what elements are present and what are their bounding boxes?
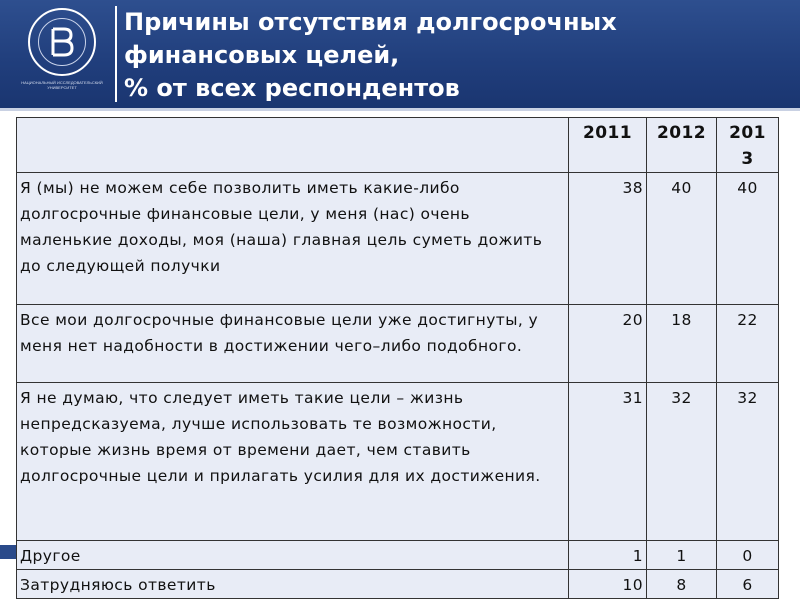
table-row: [17, 570, 779, 599]
title-line-1: Причины отсутствия долгосрочных: [124, 8, 617, 36]
value-2013: 0: [717, 541, 779, 570]
table-row: [17, 383, 779, 541]
column-header-2012: 2012: [647, 118, 717, 173]
value-2012: 8: [647, 570, 717, 599]
value-2013: 40: [717, 173, 779, 305]
column-header-label: [17, 118, 569, 173]
value-2012: 32: [647, 383, 717, 541]
column-header-2011: 2011: [569, 118, 647, 173]
university-logo: [14, 8, 110, 100]
row-label: Другое: [17, 541, 569, 570]
slide-title: [124, 6, 784, 105]
slide-header: [0, 0, 800, 108]
row-label: Все мои долгосрочные финансовые цели уже достигнуты, у меня нет надобности в достижении чего–либо подобного.: [17, 305, 569, 383]
table-row: [17, 173, 779, 305]
table-header-row: [17, 118, 779, 173]
header-underline: [0, 108, 800, 111]
left-accent-bar: [0, 545, 16, 559]
logo-caption: НАЦИОНАЛЬНЫЙ ИССЛЕДОВАТЕЛЬСКИЙ УНИВЕРСИТЕТ: [21, 80, 103, 90]
value-2011: 38: [569, 173, 647, 305]
value-2011: 10: [569, 570, 647, 599]
header-divider: [115, 6, 117, 102]
logo-seal: [28, 8, 96, 76]
title-line-2: финансовых целей,: [124, 41, 400, 69]
survey-table: [16, 117, 779, 599]
value-2012: 40: [647, 173, 717, 305]
logo-emblem-icon: [38, 18, 86, 66]
table-row: [17, 541, 779, 570]
table-row: [17, 305, 779, 383]
value-2012: 18: [647, 305, 717, 383]
value-2011: 1: [569, 541, 647, 570]
title-line-3: % от всех респондентов: [124, 74, 460, 102]
value-2013: 6: [717, 570, 779, 599]
value-2012: 1: [647, 541, 717, 570]
row-label: Я не думаю, что следует иметь такие цели – жизнь непредсказуема, лучше использовать те возможности, которые жизнь время от времени дает, чем ставить долгосрочные цели и прилагать усилия для их достижения.: [17, 383, 569, 541]
column-header-2013: 201 3: [717, 118, 779, 173]
row-label: Я (мы) не можем себе позволить иметь какие-либо долгосрочные финансовые цели, у меня (нас) очень маленькие доходы, моя (наша) главная цель суметь дожить до следующей получки: [17, 173, 569, 305]
row-label: Затрудняюсь ответить: [17, 570, 569, 599]
value-2011: 31: [569, 383, 647, 541]
value-2011: 20: [569, 305, 647, 383]
value-2013: 32: [717, 383, 779, 541]
value-2013: 22: [717, 305, 779, 383]
